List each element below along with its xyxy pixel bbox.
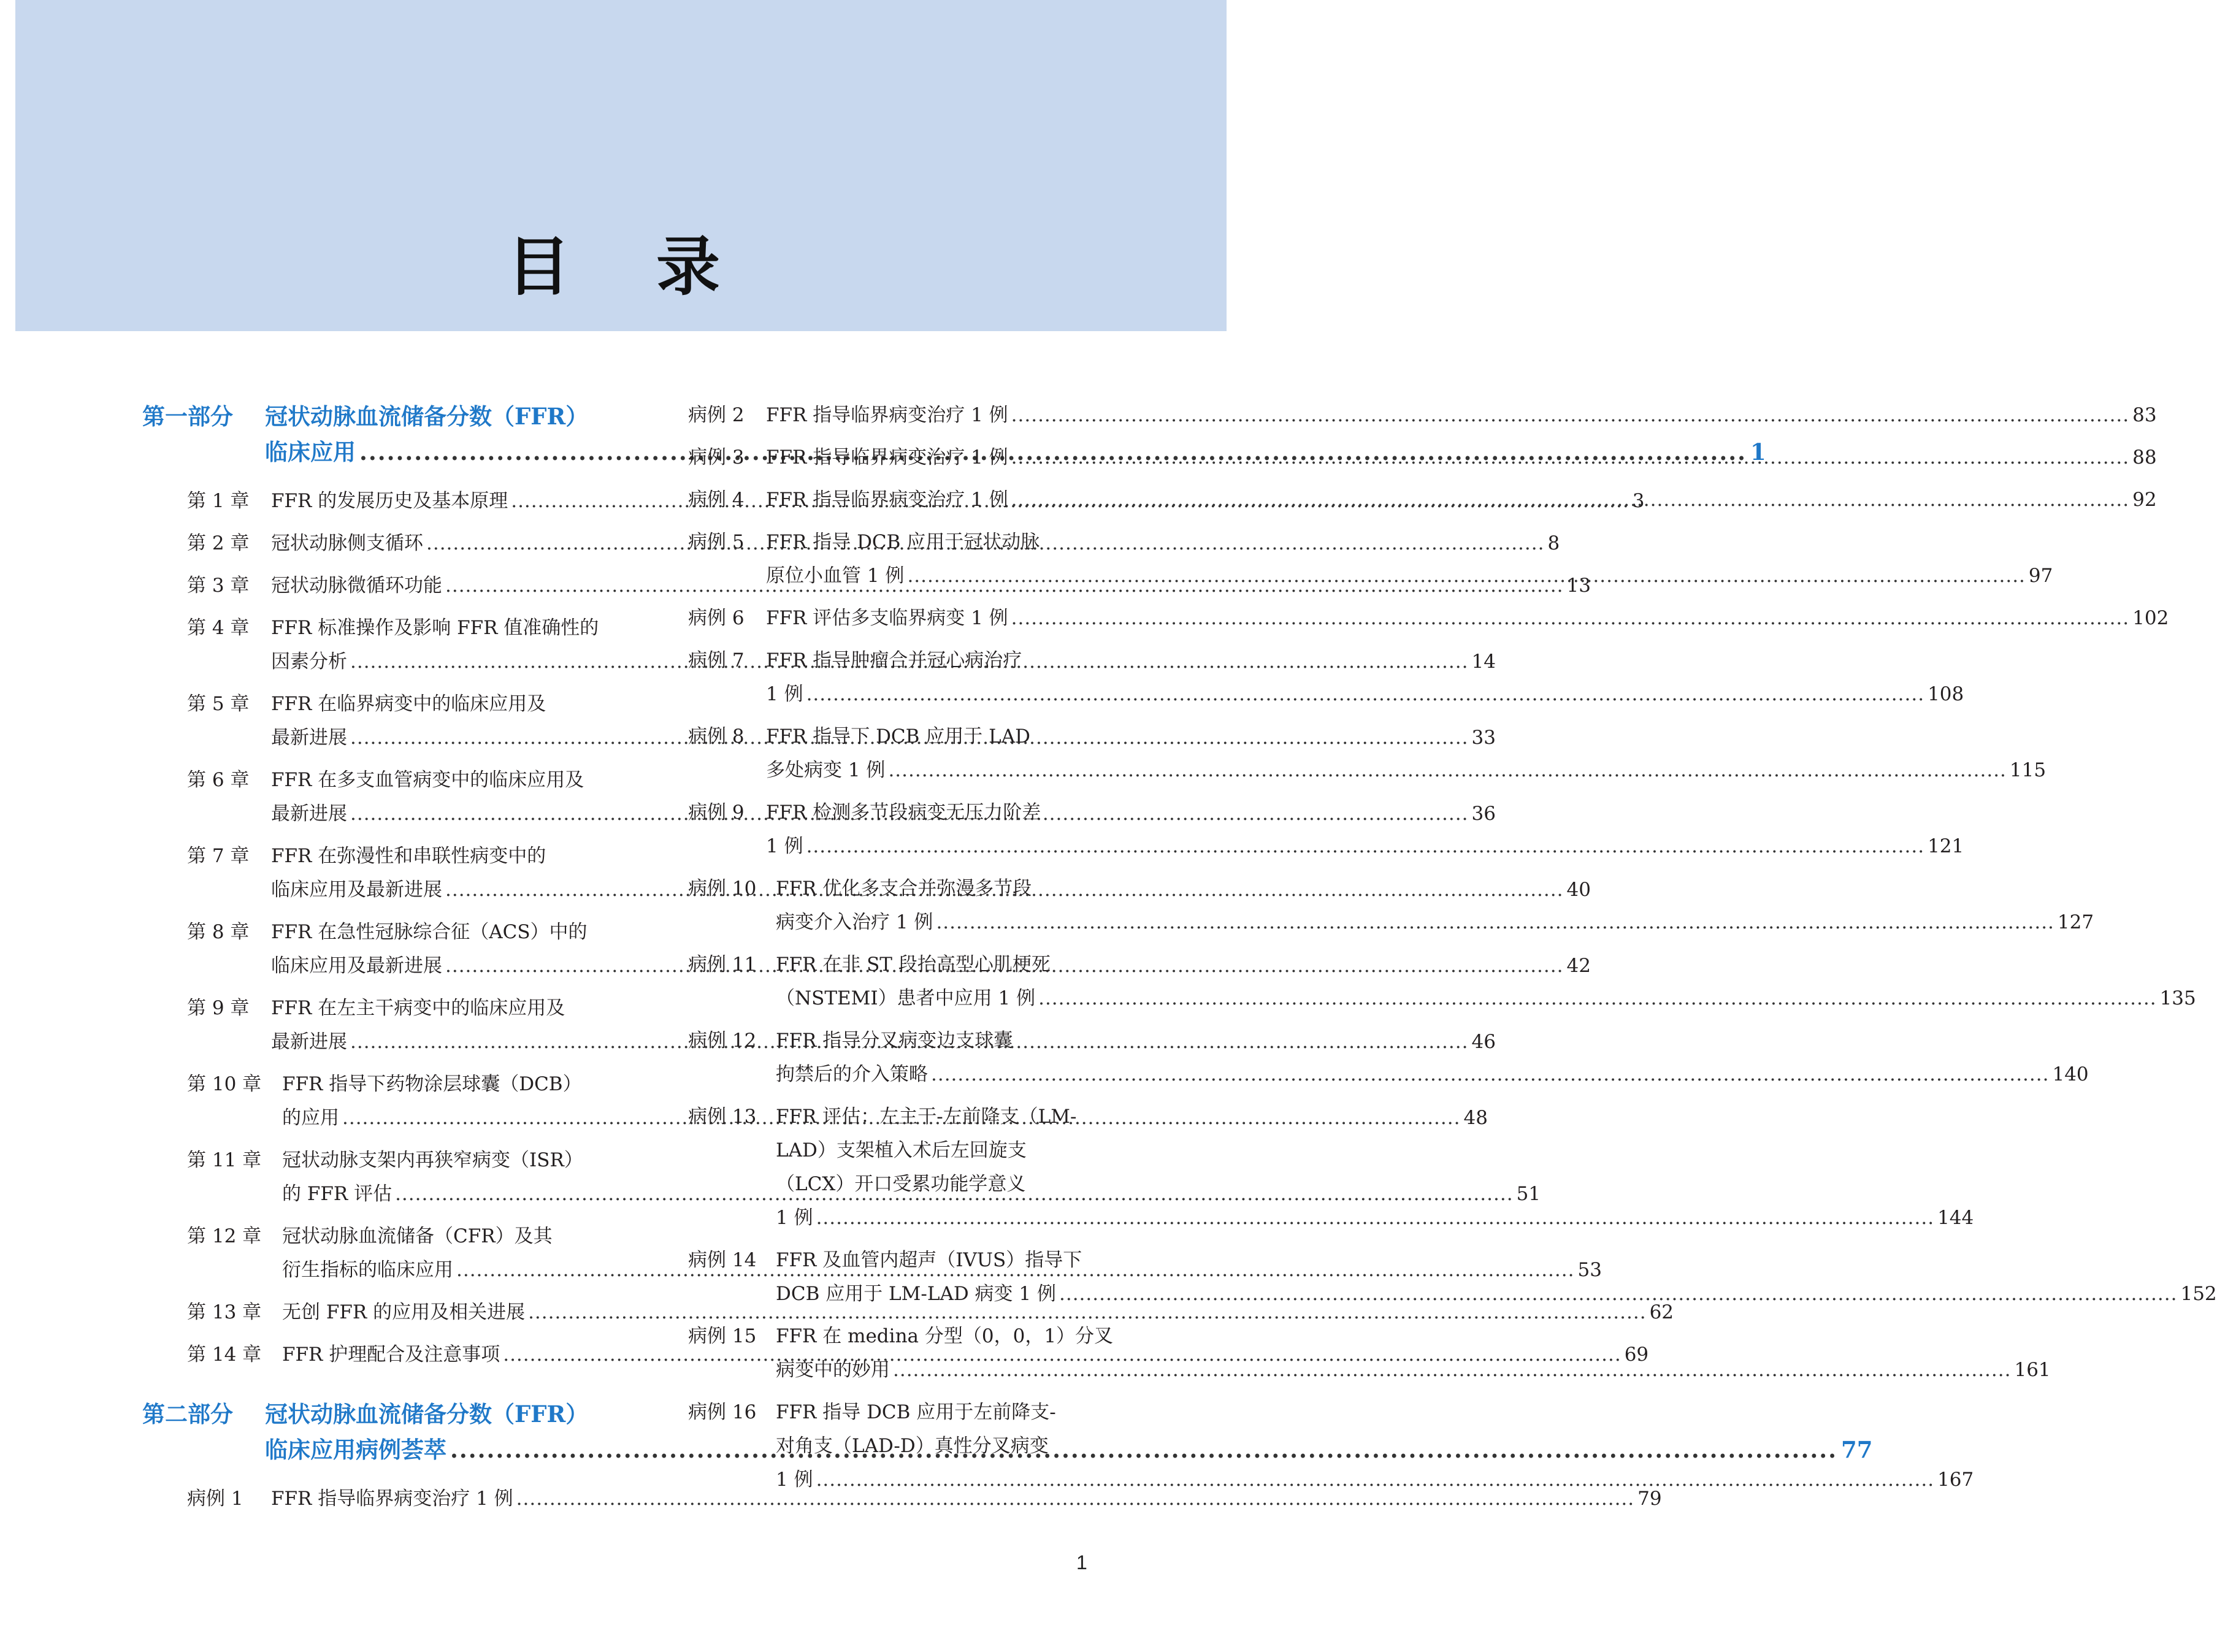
entry-title: 最新进展 (271, 1031, 347, 1053)
leader-dots (893, 1353, 2011, 1387)
entry-label: 病例 16 (688, 1401, 757, 1423)
entry-title-line: FFR 在多支血管病变中的临床应用及 (271, 769, 584, 791)
entry-title-line: FFR 评估：左主干-左前降支（LM- (776, 1106, 1077, 1128)
page-ref: 102 (2132, 607, 2169, 629)
toc-entry[interactable] (688, 399, 2157, 432)
page-ref: 167 (1937, 1469, 1974, 1491)
entry-label: 第 2 章 (187, 532, 250, 554)
page-ref: 140 (2052, 1063, 2089, 1085)
entry-title: 冠状动脉侧支循环 (271, 532, 423, 554)
leader-dots (907, 559, 2025, 593)
entry-title: 最新进展 (271, 727, 347, 749)
entry-label: 第 12 章 (187, 1225, 262, 1247)
entry-title: 的 FFR 评估 (282, 1183, 392, 1205)
part-title-line: 临床应用病例荟萃 (265, 1436, 446, 1463)
page-ref: 53 (1577, 1259, 1602, 1281)
toc-entry[interactable] (688, 602, 2169, 635)
entry-label: 第 9 章 (187, 997, 250, 1019)
entry-title: 的应用 (282, 1107, 339, 1129)
entry-label: 病例 2 (688, 404, 745, 426)
page-ref: 127 (2057, 911, 2094, 933)
entry-label: 第 1 章 (187, 490, 250, 512)
entry-title-line: FFR 在弥漫性和串联性病变中的 (271, 845, 546, 867)
toc-entry-case-1[interactable] (142, 1482, 1662, 1516)
entry-label: 第 8 章 (187, 921, 250, 943)
entry-label: 病例 3 (688, 446, 745, 468)
entry-title-line: FFR 指导下 DCB 应用于 LAD (766, 725, 1030, 748)
part-title-line: 冠状动脉血流储备分数（FFR） (265, 403, 589, 430)
entry-title-line: FFR 指导 DCB 应用于左前降支- (776, 1401, 1056, 1423)
entry-title: 病变介入治疗 1 例 (776, 911, 933, 933)
entry-title: 1 例 (776, 1207, 813, 1229)
entry-title: 1 例 (766, 683, 803, 705)
toc-entry[interactable] (142, 1296, 1674, 1329)
entry-label: 病例 14 (688, 1249, 757, 1271)
leader-dots (1059, 1277, 2177, 1311)
page-ref: 77 (1840, 1436, 1873, 1463)
entry-label: 第 14 章 (187, 1344, 262, 1366)
page-ref: 1 (1750, 438, 1766, 465)
entry-title-line: FFR 在非 ST 段抬高型心肌梗死 (776, 954, 1051, 976)
leader-dots (450, 1432, 1837, 1467)
entry-title: 原位小血管 1 例 (766, 565, 905, 587)
entry-label: 第 7 章 (187, 845, 250, 867)
entry-label: 第 11 章 (187, 1149, 262, 1171)
entry-title: 无创 FFR 的应用及相关进展 (282, 1301, 526, 1323)
entry-title: 拘禁后的介入策略 (776, 1063, 928, 1085)
page-ref: 14 (1471, 651, 1496, 673)
entry-title-line: FFR 检测多节段病变无压力阶差 (766, 801, 1041, 824)
entry-title-line: 冠状动脉支架内再狭窄病变（ISR） (282, 1149, 583, 1171)
entry-title: FFR 指导临界病变治疗 1 例 (766, 489, 1008, 511)
entry-label: 病例 12 (688, 1030, 757, 1052)
entry-label: 病例 7 (688, 649, 745, 671)
entry-label: 第 4 章 (187, 617, 250, 639)
page-number: 1 (1076, 1551, 1087, 1574)
leader-dots (936, 906, 2054, 939)
page-ref: 51 (1516, 1183, 1541, 1205)
entry-title: FFR 指导临界病变治疗 1 例 (271, 1488, 513, 1510)
page-ref: 8 (1547, 532, 1560, 554)
page-ref: 13 (1566, 575, 1591, 597)
toc-entry[interactable] (688, 483, 2157, 517)
leader-dots (816, 1463, 1934, 1497)
entry-title: （NSTEMI）患者中应用 1 例 (776, 987, 1036, 1009)
part-title-line: 临床应用 (265, 438, 356, 465)
page-ref: 69 (1624, 1344, 1649, 1366)
page-ref: 121 (1928, 835, 1964, 857)
page-ref: 161 (2014, 1359, 2051, 1381)
entry-title: 临床应用及最新进展 (271, 879, 442, 901)
entry-title-line: 冠状动脉血流储备（CFR）及其 (282, 1225, 553, 1247)
entry-title: 1 例 (766, 835, 803, 857)
entry-title: FFR 评估多支临界病变 1 例 (766, 607, 1008, 629)
entry-title: 因素分析 (271, 651, 347, 673)
entry-label: 病例 9 (688, 801, 745, 824)
leader-dots (888, 754, 2006, 787)
page-title: 目录 (506, 229, 806, 304)
leader-dots (1011, 399, 2129, 432)
page-ref: 92 (2132, 489, 2157, 511)
entry-title-line: FFR 在临界病变中的临床应用及 (271, 693, 546, 715)
part-title-line: 冠状动脉血流储备分数（FFR） (265, 1401, 589, 1428)
leader-dots (1011, 441, 2129, 475)
entry-title-line: FFR 优化多支合并弥漫多节段 (776, 878, 1032, 900)
entry-label: 病例 11 (688, 954, 757, 976)
entry-title-line: （LCX）开口受累功能学意义 (776, 1173, 1026, 1195)
entry-title: DCB 应用于 LM-LAD 病变 1 例 (776, 1283, 1056, 1305)
page-ref: 42 (1566, 955, 1591, 977)
entry-label: 病例 4 (688, 489, 745, 511)
leader-dots (1038, 982, 2156, 1015)
entry-label: 病例 15 (688, 1325, 757, 1347)
page-ref: 48 (1463, 1107, 1488, 1129)
leader-dots (1011, 602, 2129, 635)
page-ref: 83 (2132, 404, 2157, 426)
page-ref: 108 (1928, 683, 1964, 705)
entry-label: 病例 5 (688, 531, 745, 553)
entry-title-line: FFR 在急性冠脉综合征（ACS）中的 (271, 921, 588, 943)
entry-label: 病例 6 (688, 607, 745, 629)
part-label: 第二部分 (142, 1401, 233, 1428)
entry-title-line: FFR 及血管内超声（IVUS）指导下 (776, 1249, 1082, 1271)
entry-title: 冠状动脉微循环功能 (271, 575, 442, 597)
entry-label: 病例 13 (688, 1106, 757, 1128)
entry-title: 多处病变 1 例 (766, 759, 886, 781)
leader-dots (806, 830, 1924, 863)
entry-title-line: FFR 在 medina 分型（0，0，1）分叉 (776, 1325, 1114, 1347)
entry-title: 最新进展 (271, 803, 347, 825)
entry-title: FFR 护理配合及注意事项 (282, 1344, 500, 1366)
entry-title: 1 例 (776, 1469, 813, 1491)
toc-entry[interactable] (688, 441, 2157, 475)
page-ref: 3 (1632, 490, 1645, 512)
page-ref: 135 (2159, 987, 2196, 1009)
part-label: 第一部分 (142, 403, 233, 430)
entry-label: 第 6 章 (187, 769, 250, 791)
entry-label: 病例 8 (688, 725, 745, 748)
entry-title-line: FFR 指导肿瘤合并冠心病治疗 (766, 649, 1022, 671)
entry-label: 第 3 章 (187, 575, 250, 597)
entry-title-line: 对角支（LAD-D）真性分叉病变 (776, 1435, 1049, 1457)
entry-title: 临床应用及最新进展 (271, 955, 442, 977)
page-ref: 46 (1471, 1031, 1496, 1053)
page-ref: 152 (2180, 1283, 2217, 1305)
entry-label: 病例 10 (688, 878, 757, 900)
entry-title-line: FFR 指导下药物涂层球囊（DCB） (282, 1073, 582, 1095)
entry-label: 第 5 章 (187, 693, 250, 715)
leader-dots (1011, 483, 2129, 517)
leader-dots (806, 678, 1924, 711)
page-ref: 88 (2132, 446, 2157, 468)
page-ref: 40 (1566, 879, 1591, 901)
entry-title: FFR 指导临界病变治疗 1 例 (766, 404, 1008, 426)
entry-title: FFR 的发展历史及基本原理 (271, 490, 508, 512)
page-ref: 33 (1471, 727, 1496, 749)
leader-dots (816, 1201, 1934, 1235)
page-ref: 62 (1649, 1301, 1674, 1323)
entry-label: 病例 1 (187, 1488, 243, 1510)
entry-title: 病变中的妙用 (776, 1359, 890, 1381)
entry-title-line: FFR 指导 DCB 应用于冠状动脉 (766, 531, 1040, 553)
entry-title-line: FFR 标准操作及影响 FFR 值准确性的 (271, 617, 599, 639)
entry-label: 第 13 章 (187, 1301, 262, 1323)
entry-title: 衍生指标的临床应用 (282, 1259, 453, 1281)
entry-title-line: FFR 指导分叉病变边支球囊 (776, 1030, 1013, 1052)
page-ref: 79 (1637, 1488, 1662, 1510)
entry-title-line: FFR 在左主干病变中的临床应用及 (271, 997, 565, 1019)
page-ref: 144 (1937, 1207, 1974, 1229)
entry-title: FFR 指导临界病变治疗 1 例 (766, 446, 1008, 468)
page-ref: 97 (2028, 565, 2053, 587)
page-ref: 115 (2009, 759, 2047, 781)
page-ref: 36 (1471, 803, 1496, 825)
entry-title-line: LAD）支架植入术后左回旋支 (776, 1139, 1027, 1161)
leader-dots (931, 1058, 2049, 1092)
entry-label: 第 10 章 (187, 1073, 262, 1095)
